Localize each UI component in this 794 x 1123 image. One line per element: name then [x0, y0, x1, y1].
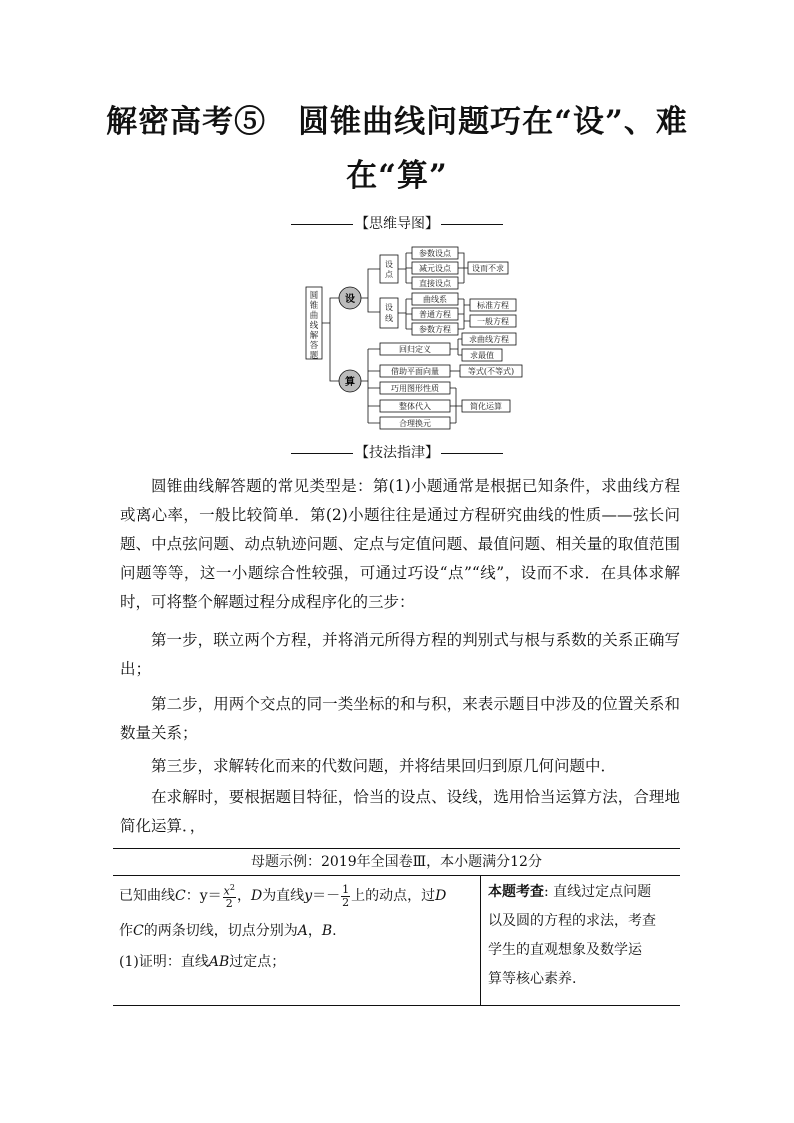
shexian-char2: 线	[385, 314, 393, 323]
map-node-text: 一般方程	[477, 317, 509, 326]
section-heading-mindmap	[0, 213, 794, 233]
paragraph-step-3: 第三步，求解转化而来的代数问题，并将结果回归到原几何问题中．	[151, 757, 617, 775]
map-node-text: 直接设点	[419, 279, 451, 288]
svg-text:解: 解	[309, 331, 319, 341]
map-node-text: 回归定义	[399, 345, 431, 354]
map-node-text: 求最值	[470, 351, 494, 360]
map-node-text: 简化运算	[470, 402, 502, 411]
map-node-text: 减元设点	[419, 264, 451, 273]
svg-text:线: 线	[309, 321, 319, 331]
she-label: 设	[345, 294, 355, 305]
svg-text:曲: 曲	[309, 311, 319, 321]
section-label: 【技法指津】	[355, 445, 439, 461]
table-body	[113, 876, 680, 1006]
exam-focus: 本题考查: 直线过定点问题 以及圆的方程的求法，考查 学生的直观想象及数学运 算等核心素养.	[488, 884, 656, 987]
divider	[441, 224, 503, 225]
suan-label: 算	[345, 377, 355, 388]
map-node-text: 巧用图形性质	[391, 384, 439, 393]
map-node-text: 参数方程	[419, 325, 451, 334]
table-header: 母题示例：2019年全国卷Ⅲ，本小题满分12分	[113, 848, 680, 876]
section-heading-tips	[0, 442, 794, 462]
map-node-text: 普通方程	[419, 310, 451, 319]
shexian-char1: 设	[385, 303, 393, 312]
mind-map-diagram	[300, 243, 530, 433]
paragraph-intro: 圆锥曲线解答题的常见类型是：第(1)小题通常是根据已知条件，求曲线方程或离心率，一般比较简单．第(2)小题往往是通过方程研究曲线的性质——弦长问题、中点弦问题、动点轨迹问题、定点与定值问题、最值问题、相关量的取值范围问题等等，这一小题综合性较强，可通过巧设“点”“线”，设而不求．在具体求解时，可将整个解题过程分成程序化的三步：	[120, 477, 680, 611]
map-node-text: 参数设点	[419, 249, 451, 258]
svg-text:答: 答	[309, 341, 319, 351]
page-title-line-1: 解密高考⑤ 圆锥曲线问题巧在“设”、难	[106, 104, 688, 140]
example-table	[113, 848, 680, 1006]
fraction: $\frac{x^2}{2}$	[223, 882, 235, 911]
map-node-text: 借助平面向量	[391, 367, 439, 376]
divider	[441, 453, 503, 454]
map-node-text: 曲线系	[423, 295, 447, 304]
page-title-line-2: 在“算”	[346, 158, 448, 194]
problem-line-1: 已知曲线C：y＝ $\frac{x^2}{2}$ ，D为直线y＝－ $\frac{1}{2}$ 上的动点，过D	[119, 882, 447, 911]
problem-text	[119, 876, 475, 978]
shedian-char1: 设	[385, 260, 393, 269]
paragraph-step-1: 第一步，联立两个方程，并将消元所得方程的判别式与根与系数的关系正确写出；	[120, 631, 680, 678]
root-char: 圆	[309, 291, 319, 301]
map-node-text: 标准方程	[477, 301, 509, 310]
map-node-text: 等式(不等式)	[467, 367, 515, 376]
section-label: 【思维导图】	[355, 216, 439, 232]
map-node-text: 求曲线方程	[469, 335, 509, 344]
column-divider	[480, 876, 481, 1005]
map-node-text: 合理换元	[399, 419, 431, 428]
map-node-text: 整体代入	[399, 402, 431, 411]
paragraph-step-2: 第二步，用两个交点的同一类坐标的和与积，来表示题目中涉及的位置关系和数量关系；	[120, 695, 680, 742]
shedian-char2: 点	[385, 270, 393, 279]
fraction: $\frac{1}{2}$	[342, 882, 350, 909]
problem-line-3: (1)证明：直线AB过定点；	[119, 954, 286, 970]
svg-text:锥: 锥	[309, 301, 319, 311]
svg-text:题: 题	[309, 351, 319, 361]
divider	[291, 224, 353, 225]
divider	[291, 453, 353, 454]
map-node-text: 设而不求	[472, 264, 504, 273]
paragraph-summary: 在求解时，要根据题目特征，恰当的设点、设线，选用恰当运算方法，合理地简化运算．，	[120, 788, 680, 835]
problem-line-2: 作C的两条切线，切点分别为A，B.	[119, 923, 337, 939]
